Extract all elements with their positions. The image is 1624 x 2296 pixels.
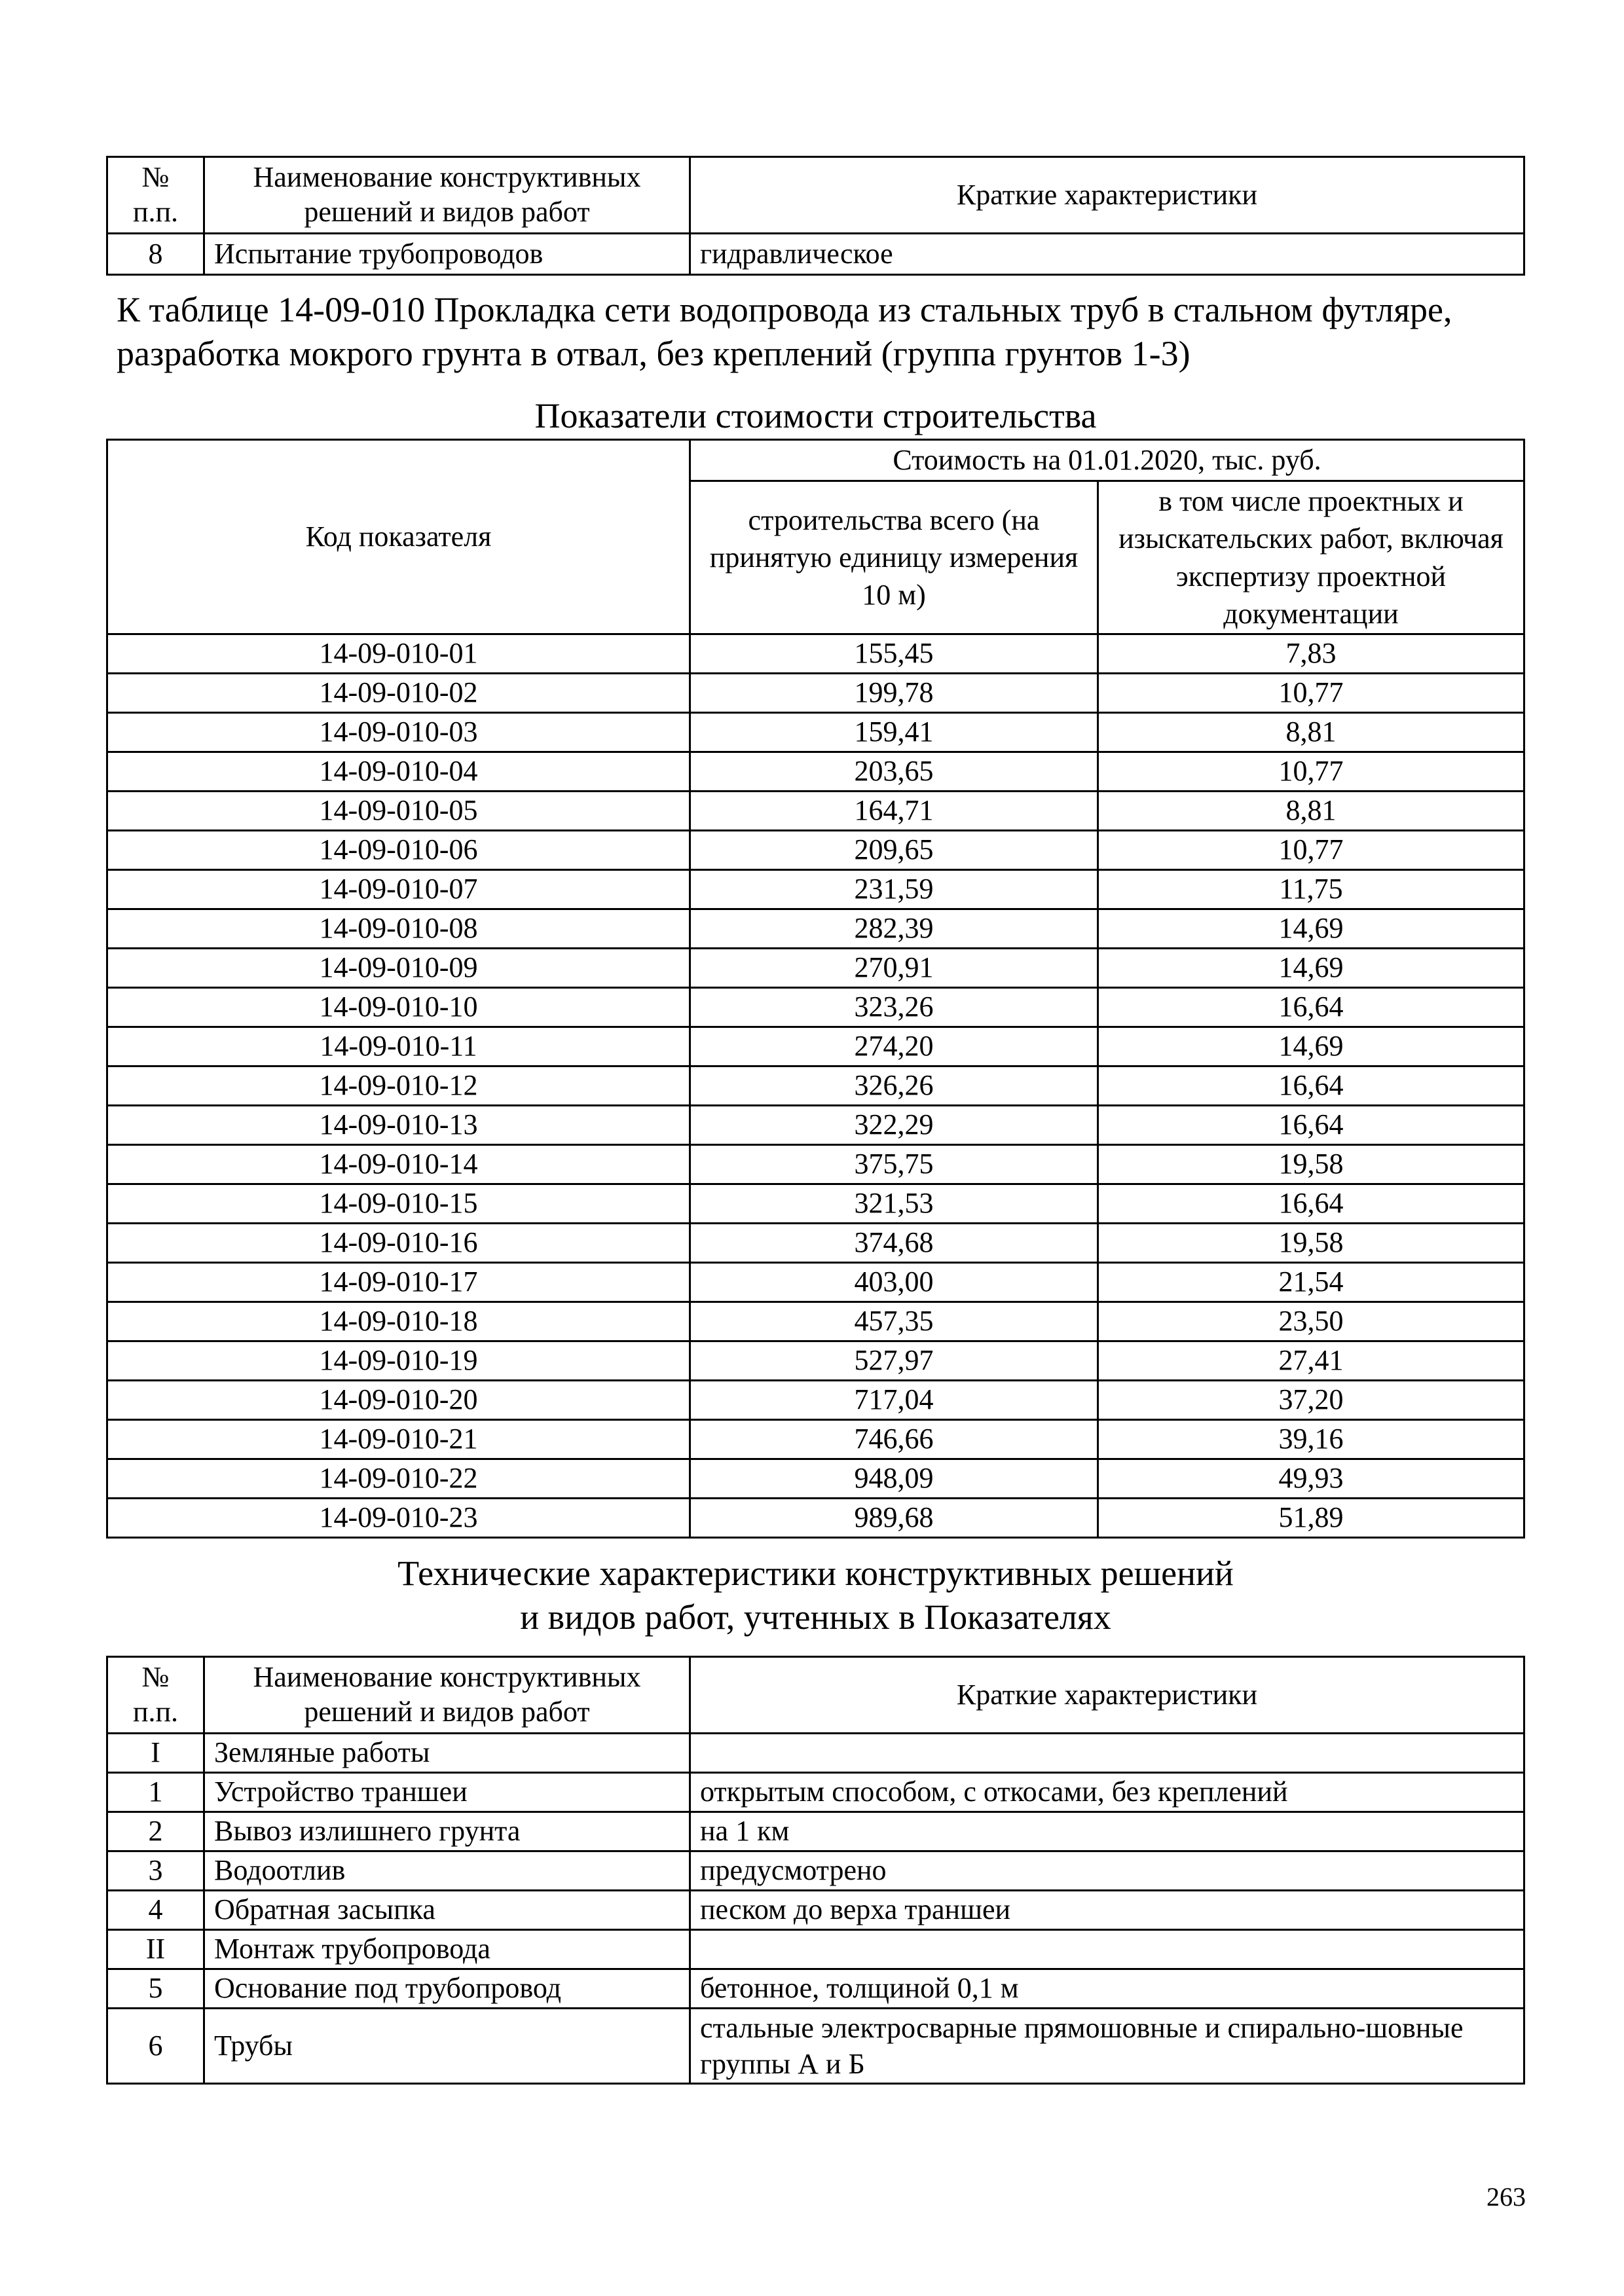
- header-name: Наименование конструктивных решений и видов работ: [204, 1657, 690, 1734]
- table-row: [107, 831, 1524, 870]
- table-cell: 3: [107, 1851, 204, 1891]
- table-row: [107, 1930, 1524, 1969]
- table-cell: Вывоз излишнего грунта: [204, 1812, 690, 1851]
- table-row: [107, 1224, 1524, 1263]
- cost-table-title: Показатели стоимости строительства: [534, 396, 1097, 435]
- page-number: 263: [1486, 2182, 1526, 2212]
- table-row: [107, 1066, 1524, 1106]
- table-cell: 375,75: [690, 1145, 1098, 1184]
- table-cell: 274,20: [690, 1027, 1098, 1066]
- table-cell: 14-09-010-13: [107, 1106, 690, 1145]
- table-cell: 23,50: [1098, 1302, 1524, 1341]
- table-row: [107, 949, 1524, 988]
- table-cell: Основание под трубопровод: [204, 1969, 690, 2009]
- table-cell: I: [107, 1734, 204, 1773]
- table-row: [107, 870, 1524, 909]
- table-cell: [690, 1734, 1524, 1773]
- table-cell: 14-09-010-21: [107, 1420, 690, 1459]
- header-characteristics: Краткие характеристики: [690, 1657, 1524, 1734]
- table-row: [107, 1420, 1524, 1459]
- table-row: [107, 792, 1524, 831]
- cost-table: [106, 439, 1525, 1539]
- table-cell: 717,04: [690, 1381, 1098, 1420]
- table-cell: 14-09-010-10: [107, 988, 690, 1027]
- table-cell: 374,68: [690, 1224, 1098, 1263]
- table-cell: [690, 1930, 1524, 1969]
- table-cell: 527,97: [690, 1341, 1098, 1381]
- row-characteristics: гидравлическое: [690, 234, 1524, 275]
- row-name: Испытание трубопроводов: [204, 234, 690, 275]
- table-cell: 155,45: [690, 634, 1098, 674]
- table-cell: 8,81: [1098, 713, 1524, 752]
- table-cell: 10,77: [1098, 674, 1524, 713]
- table-cell: 19,58: [1098, 1224, 1524, 1263]
- table-cell: 14-09-010-11: [107, 1027, 690, 1066]
- table-cell: 321,53: [690, 1184, 1098, 1224]
- table-cell: 14-09-010-01: [107, 634, 690, 674]
- table-row: [107, 1891, 1524, 1930]
- table-cell: 14-09-010-22: [107, 1459, 690, 1499]
- table-cell: 14-09-010-05: [107, 792, 690, 831]
- table-cell: 326,26: [690, 1066, 1098, 1106]
- table-cell: Земляные работы: [204, 1734, 690, 1773]
- table-cell: 1: [107, 1773, 204, 1812]
- table-cell: 209,65: [690, 831, 1098, 870]
- table-row: [107, 1263, 1524, 1302]
- table-cell: 403,00: [690, 1263, 1098, 1302]
- top-table: [106, 156, 1525, 276]
- table-cell: 14-09-010-03: [107, 713, 690, 752]
- table-cell: 16,64: [1098, 1066, 1524, 1106]
- header-code: Код показателя: [107, 440, 690, 634]
- table-cell: 16,64: [1098, 988, 1524, 1027]
- table-cell: 14-09-010-16: [107, 1224, 690, 1263]
- table-cell: 21,54: [1098, 1263, 1524, 1302]
- table-cell: 10,77: [1098, 831, 1524, 870]
- table-row: [107, 909, 1524, 949]
- table-cell: 948,09: [690, 1459, 1098, 1499]
- tech-table: [106, 1656, 1525, 2085]
- table-cell: 323,26: [690, 988, 1098, 1027]
- table-cell: 14-09-010-12: [107, 1066, 690, 1106]
- table-cell: 16,64: [1098, 1106, 1524, 1145]
- table-row: [107, 674, 1524, 713]
- table-cell: 14,69: [1098, 1027, 1524, 1066]
- table-row: [107, 1302, 1524, 1341]
- section-heading: К таблице 14-09-010 Прокладка сети водопровода из стальных труб в стальном футляре, разработка мокрого грунта в отвал, без креплений (группа грунтов 1-3): [117, 290, 1452, 373]
- table-cell: Монтаж трубопровода: [204, 1930, 690, 1969]
- table-row: [107, 1773, 1524, 1812]
- table-cell: 14-09-010-19: [107, 1341, 690, 1381]
- table-cell: 19,58: [1098, 1145, 1524, 1184]
- tech-table-title-line1: Технические характеристики конструктивных решений: [397, 1554, 1234, 1593]
- table-cell: 989,68: [690, 1499, 1098, 1538]
- table-cell: 39,16: [1098, 1420, 1524, 1459]
- table-cell: Устройство траншеи: [204, 1773, 690, 1812]
- table-cell: 282,39: [690, 909, 1098, 949]
- table-row: [107, 1812, 1524, 1851]
- table-cell: 322,29: [690, 1106, 1098, 1145]
- table-row: [107, 713, 1524, 752]
- table-cell: 2: [107, 1812, 204, 1851]
- table-row: [107, 2009, 1524, 2084]
- table-cell: 16,64: [1098, 1184, 1524, 1224]
- table-row: [107, 1341, 1524, 1381]
- table-row: [107, 1027, 1524, 1066]
- header-number: № п.п.: [107, 157, 204, 234]
- table-cell: на 1 км: [690, 1812, 1524, 1851]
- table-row: [107, 1969, 1524, 2009]
- table-cell: 11,75: [1098, 870, 1524, 909]
- table-cell: 203,65: [690, 752, 1098, 792]
- table-cell: песком до верха траншеи: [690, 1891, 1524, 1930]
- table-cell: 14-09-010-06: [107, 831, 690, 870]
- table-cell: 14-09-010-07: [107, 870, 690, 909]
- table-row: [107, 1851, 1524, 1891]
- table-cell: 37,20: [1098, 1381, 1524, 1420]
- header-cost-group: Стоимость на 01.01.2020, тыс. руб.: [690, 440, 1524, 481]
- table-cell: 14-09-010-02: [107, 674, 690, 713]
- table-cell: 14-09-010-15: [107, 1184, 690, 1224]
- table-cell: 14-09-010-08: [107, 909, 690, 949]
- header-number: № п.п.: [107, 1657, 204, 1734]
- table-cell: 199,78: [690, 674, 1098, 713]
- table-cell: Обратная засыпка: [204, 1891, 690, 1930]
- table-cell: 6: [107, 2009, 204, 2084]
- table-cell: Водоотлив: [204, 1851, 690, 1891]
- table-cell: 457,35: [690, 1302, 1098, 1341]
- table-cell: 5: [107, 1969, 204, 2009]
- table-cell: 159,41: [690, 713, 1098, 752]
- table-cell: 14-09-010-20: [107, 1381, 690, 1420]
- table-cell: II: [107, 1930, 204, 1969]
- table-row: [107, 752, 1524, 792]
- table-row: [107, 1106, 1524, 1145]
- header-characteristics: Краткие характеристики: [690, 157, 1524, 234]
- table-row: [107, 1184, 1524, 1224]
- table-row: [107, 1734, 1524, 1773]
- header-total: строительства всего (на принятую единицу измерения 10 м): [690, 481, 1098, 634]
- table-cell: 746,66: [690, 1420, 1098, 1459]
- table-cell: стальные электросварные прямошовные и спирально-шовные группы А и Б: [690, 2009, 1524, 2084]
- table-cell: Трубы: [204, 2009, 690, 2084]
- table-cell: 164,71: [690, 792, 1098, 831]
- table-cell: 14-09-010-17: [107, 1263, 690, 1302]
- table-cell: 7,83: [1098, 634, 1524, 674]
- table-cell: 49,93: [1098, 1459, 1524, 1499]
- table-cell: 14-09-010-09: [107, 949, 690, 988]
- table-cell: 231,59: [690, 870, 1098, 909]
- table-row: [107, 1459, 1524, 1499]
- table-cell: 14-09-010-14: [107, 1145, 690, 1184]
- table-cell: бетонное, толщиной 0,1 м: [690, 1969, 1524, 2009]
- table-cell: 14,69: [1098, 949, 1524, 988]
- table-cell: 51,89: [1098, 1499, 1524, 1538]
- row-number: 8: [107, 234, 204, 275]
- table-cell: 14-09-010-18: [107, 1302, 690, 1341]
- table-row: [107, 634, 1524, 674]
- table-row: [107, 1499, 1524, 1538]
- table-row: [107, 1381, 1524, 1420]
- table-cell: 14-09-010-23: [107, 1499, 690, 1538]
- tech-table-title-line2: и видов работ, учтенных в Показателях: [520, 1597, 1111, 1637]
- table-cell: предусмотрено: [690, 1851, 1524, 1891]
- table-cell: 14-09-010-04: [107, 752, 690, 792]
- table-cell: 14,69: [1098, 909, 1524, 949]
- table-row: [107, 988, 1524, 1027]
- table-cell: 270,91: [690, 949, 1098, 988]
- table-cell: 8,81: [1098, 792, 1524, 831]
- table-cell: 4: [107, 1891, 204, 1930]
- table-cell: 10,77: [1098, 752, 1524, 792]
- header-design: в том числе проектных и изыскательских работ, включая экспертизу проектной документации: [1098, 481, 1524, 634]
- header-name: Наименование конструктивных решений и видов работ: [204, 157, 690, 234]
- table-cell: открытым способом, с откосами, без креплений: [690, 1773, 1524, 1812]
- table-row: [107, 1145, 1524, 1184]
- table-cell: 27,41: [1098, 1341, 1524, 1381]
